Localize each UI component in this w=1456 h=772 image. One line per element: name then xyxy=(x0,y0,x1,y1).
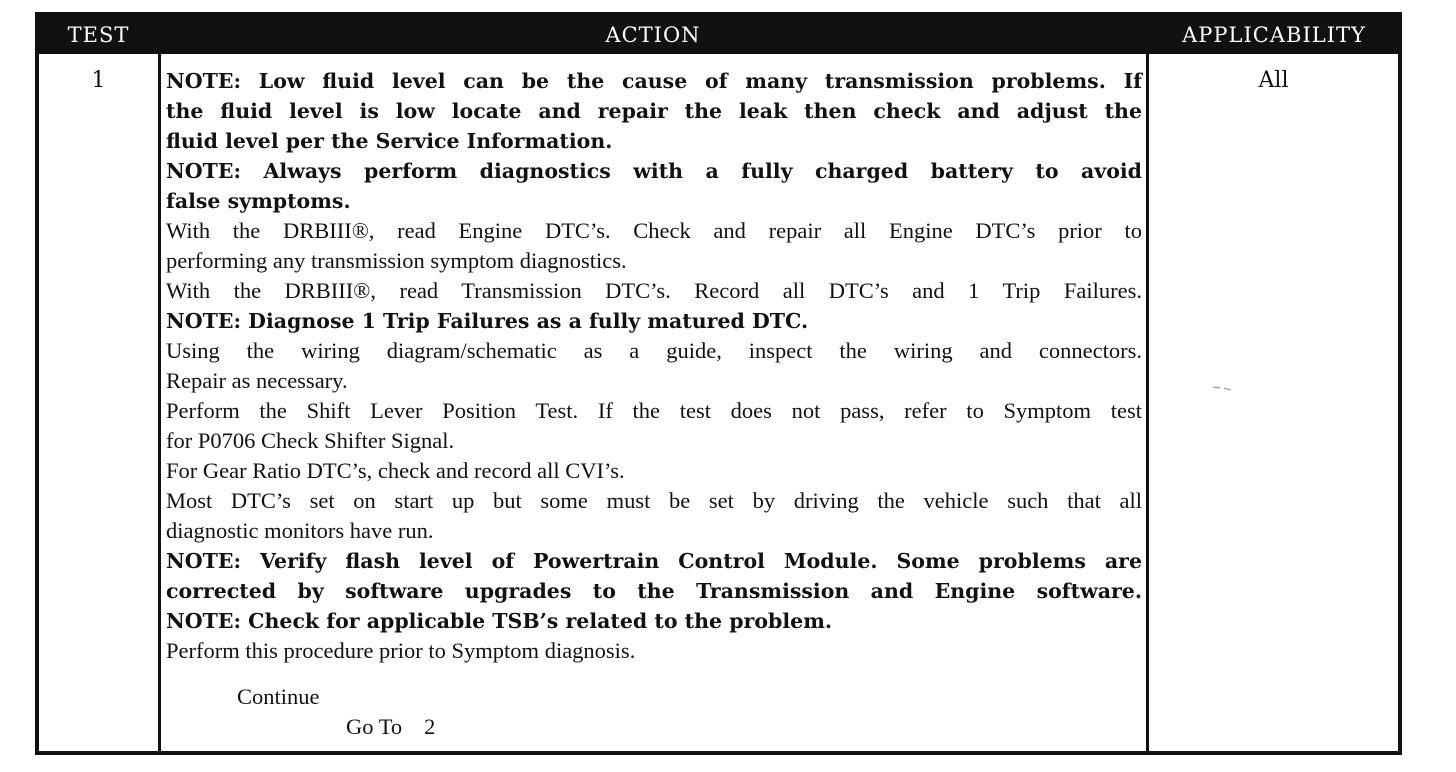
header-applicability: APPLICABILITY xyxy=(1182,23,1366,47)
note-low-fluid-line-2: the fluid level is low locate and repair the leak then check and adjust the xyxy=(166,99,1142,123)
wiring-line-1: Using the wiring diagram/schematic as a guide, inspect the wiring and connectors. xyxy=(166,338,1142,363)
goto-label: Go To xyxy=(346,714,403,739)
startup-dtc-line-2: diagnostic monitors have run. xyxy=(166,518,434,543)
shift-lever-line-2: for P0706 Check Shifter Signal. xyxy=(166,428,455,453)
diagnostic-table xyxy=(35,12,1402,755)
engine-dtc-line-2: performing any transmission symptom diagnostics. xyxy=(166,248,627,273)
goto-instruction xyxy=(346,714,435,740)
gear-ratio-line: For Gear Ratio DTC’s, check and record all CVI’s. xyxy=(166,458,625,483)
note-trip-failures: NOTE: Diagnose 1 Trip Failures as a fully matured DTC. xyxy=(166,309,809,333)
column-divider-test xyxy=(158,54,161,755)
startup-dtc-line-1: Most DTC’s set on start up but some must be set by driving the vehicle such that all xyxy=(166,488,1142,513)
table-header xyxy=(39,16,1398,54)
note-low-fluid-line-1: NOTE: Low fluid level can be the cause of many transmission problems. If xyxy=(166,69,1142,93)
wiring-line-2: Repair as necessary. xyxy=(166,368,348,393)
note-battery-line-1: NOTE: Always perform diagnostics with a fully charged battery to avoid xyxy=(166,159,1142,183)
note-flash-level-line-2: corrected by software upgrades to the Transmission and Engine software. xyxy=(166,579,1142,603)
transmission-dtc-line: With the DRBIII®, read Transmission DTC’s. Record all DTC’s and 1 Trip Failures. xyxy=(166,278,1142,303)
scan-speck xyxy=(1212,385,1232,391)
test-number: 1 xyxy=(91,68,106,93)
note-battery-line-2: false symptoms. xyxy=(166,189,351,213)
goto-target[interactable]: 2 xyxy=(424,714,436,739)
header-test: TEST xyxy=(67,23,130,47)
procedure-line: Perform this procedure prior to Symptom diagnosis. xyxy=(166,638,636,663)
action-text xyxy=(166,66,1142,666)
applicability-value: All xyxy=(1258,68,1289,93)
column-divider-applicability xyxy=(1146,54,1149,755)
note-flash-level-line-1: NOTE: Verify flash level of Powertrain Control Module. Some problems are xyxy=(166,549,1142,573)
note-low-fluid-line-3: fluid level per the Service Information. xyxy=(166,129,613,153)
shift-lever-line-1: Perform the Shift Lever Position Test. If the test does not pass, refer to Symptom test xyxy=(166,398,1142,423)
note-tsb: NOTE: Check for applicable TSB’s related to the problem. xyxy=(166,609,833,633)
continue-label: Continue xyxy=(237,684,320,709)
header-action: ACTION xyxy=(605,23,701,47)
engine-dtc-line-1: With the DRBIII®, read Engine DTC’s. Check and repair all Engine DTC’s prior to xyxy=(166,218,1142,243)
